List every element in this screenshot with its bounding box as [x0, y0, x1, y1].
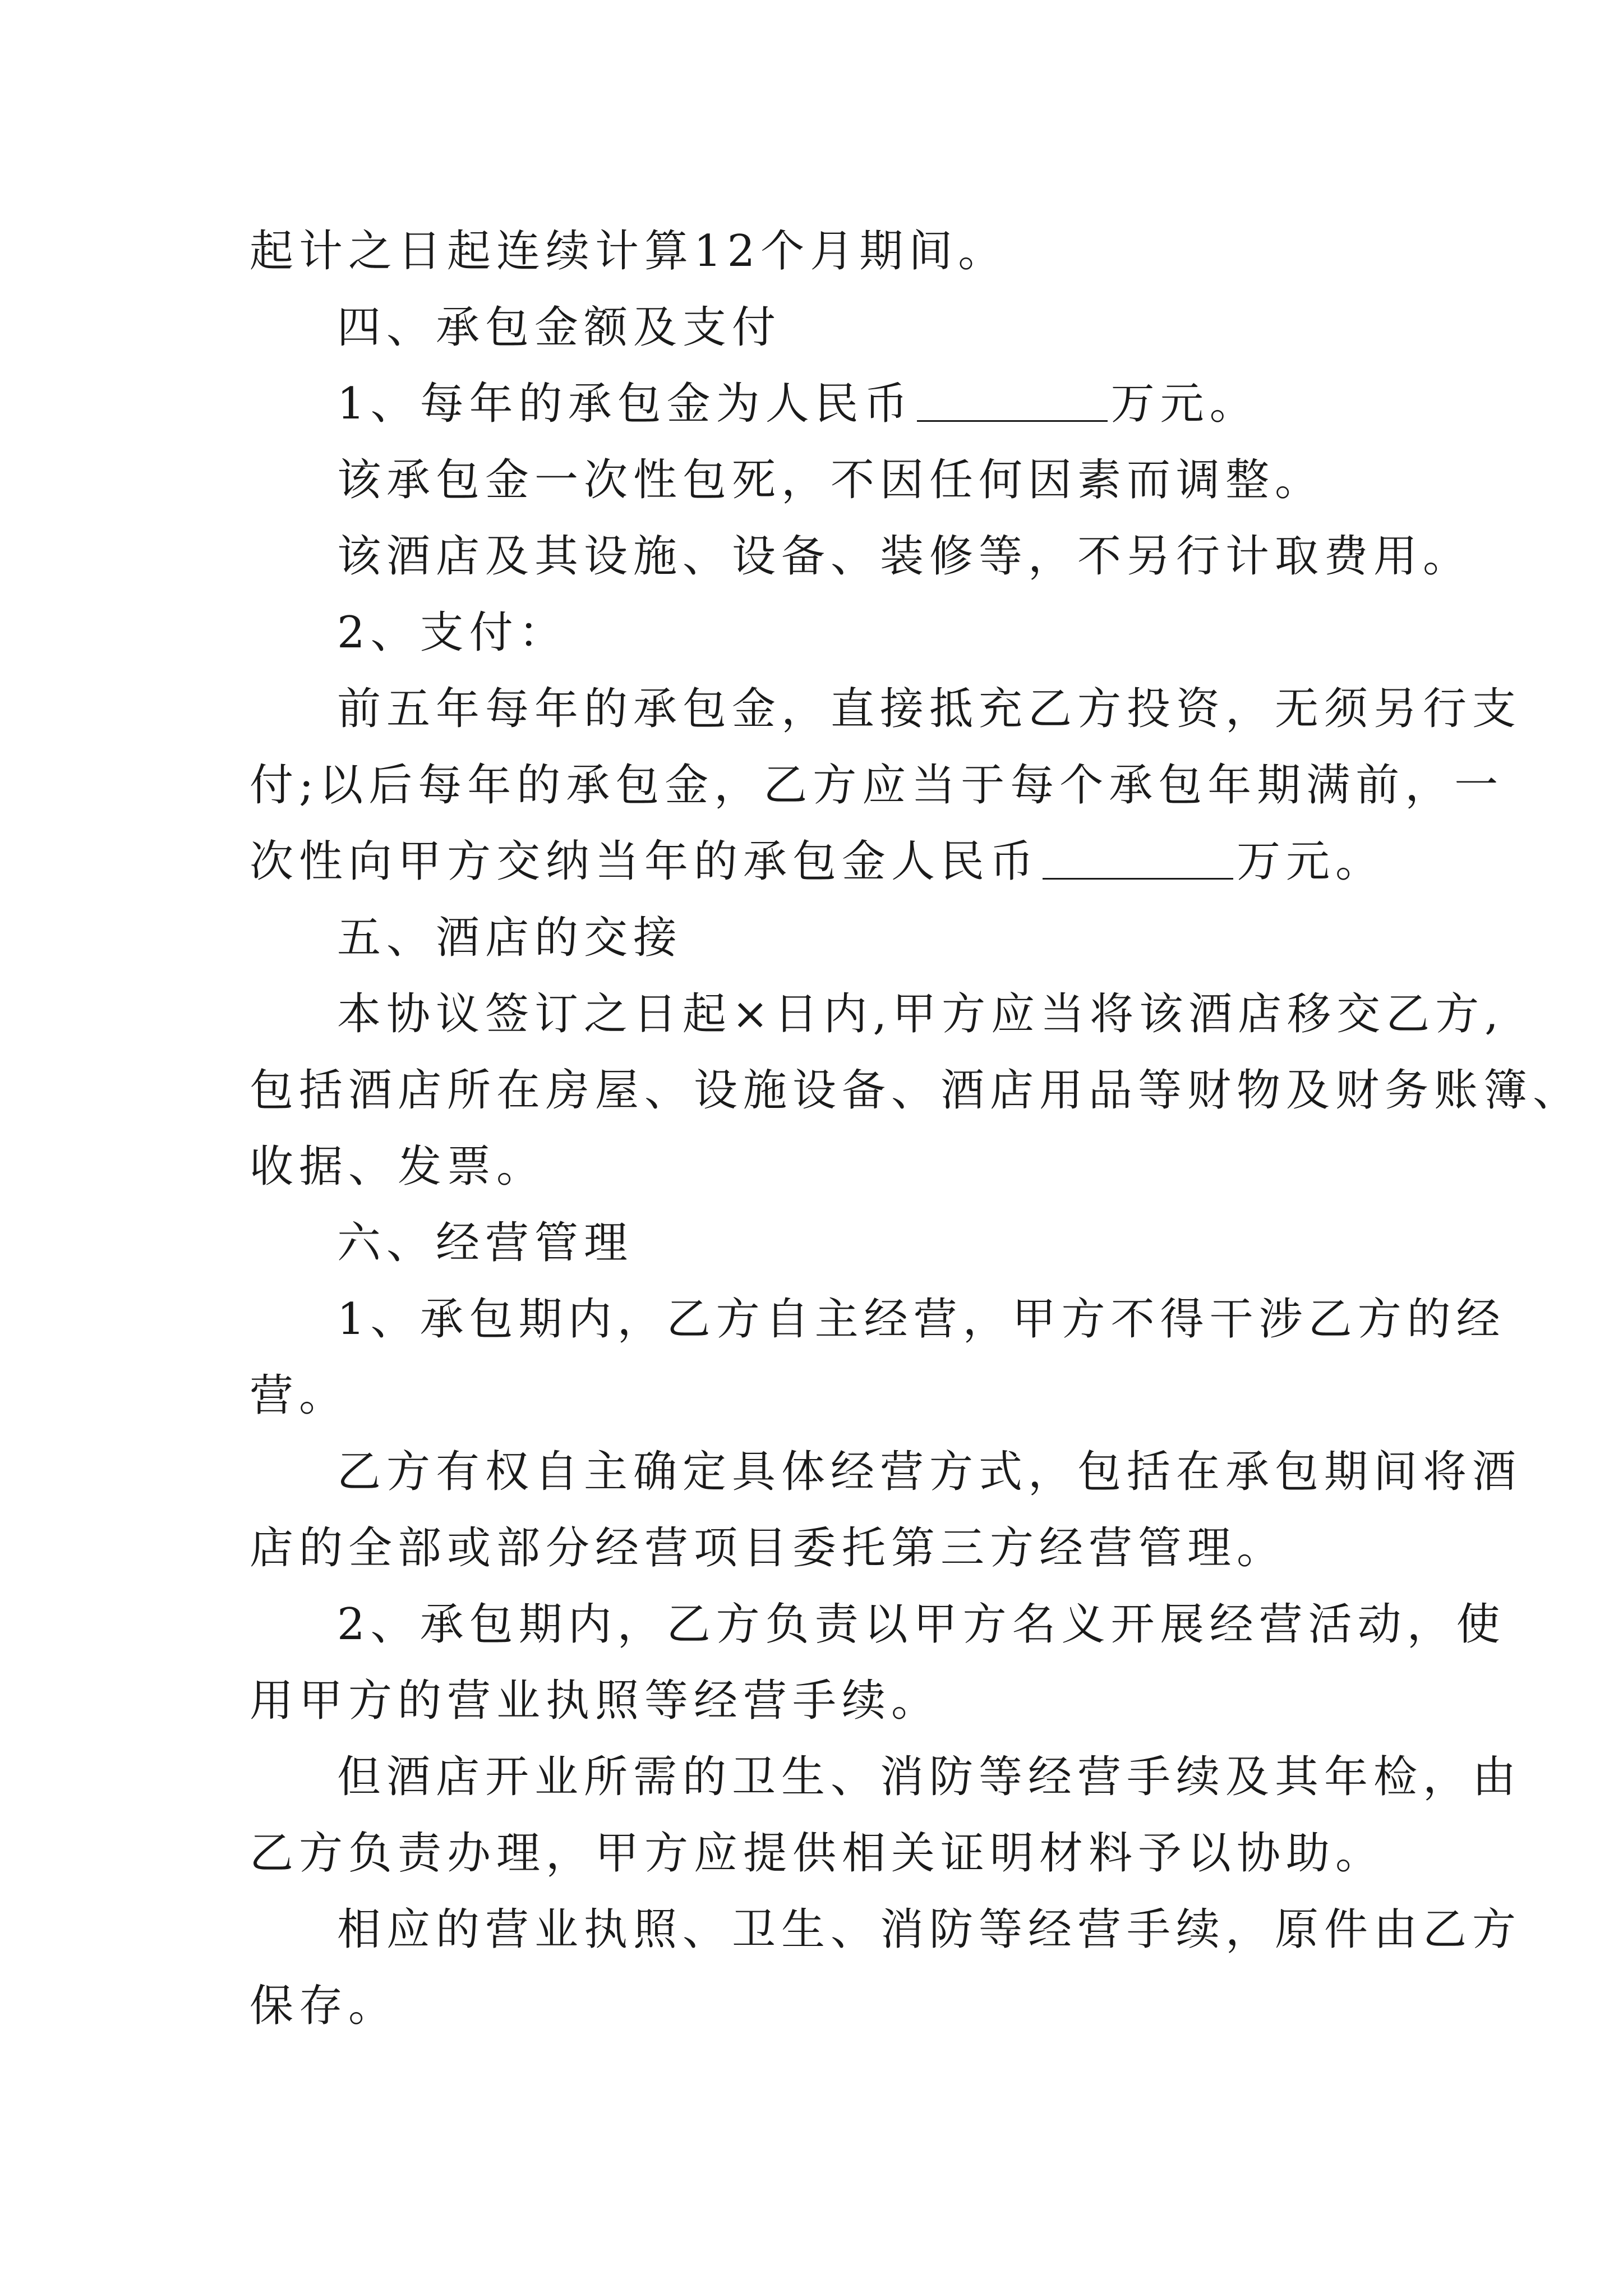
text-segment: 1、每年的承包金为人民币 — [337, 379, 914, 429]
section-heading-four: 四、承包金额及支付 — [337, 302, 782, 353]
paragraph-line: 本协议签订之日起×日内,甲方应当将该酒店移交乙方, — [337, 989, 1504, 1039]
paragraph-line: 乙方有权自主确定具体经营方式，包括在承包期间将酒 — [337, 1447, 1522, 1497]
paragraph-line: 包括酒店所在房屋、设施设备、酒店用品等财物及财务账簿、 — [250, 1065, 1583, 1116]
paragraph-line: 前五年每年的承包金，直接抵充乙方投资，无须另行支 — [337, 684, 1522, 734]
paragraph-line: 但酒店开业所需的卫生、消防等经营手续及其年检，由 — [337, 1752, 1522, 1802]
paragraph-line: 1、承包期内，乙方自主经营，甲方不得干涉乙方的经 — [337, 1294, 1506, 1345]
section-heading-five: 五、酒店的交接 — [337, 913, 683, 963]
section-heading-six: 六、经营管理 — [337, 1218, 634, 1268]
paragraph-line: 起计之日起连续计算12个月期间。 — [250, 226, 1008, 277]
paragraph-line: 该酒店及其设施、设备、装修等，不另行计取费用。 — [337, 531, 1473, 582]
paragraph-line: 付;以后每年的承包金，乙方应当于每个承包年期满前，一 — [250, 760, 1504, 811]
paragraph-line: 店的全部或部分经营项目委托第三方经营管理。 — [250, 1523, 1287, 1573]
paragraph-line: 相应的营业执照、卫生、消防等经营手续，原件由乙方 — [337, 1904, 1522, 1955]
paragraph-line: 保存。 — [250, 1981, 398, 2031]
fill-in-blank — [1043, 834, 1233, 880]
paragraph-line: 2、支付： — [337, 608, 568, 658]
paragraph-line: 该承包金一次性包死，不因任何因素而调整。 — [337, 455, 1325, 505]
text-segment: 次性向甲方交纳当年的承包金人民币 — [250, 836, 1040, 887]
paragraph-line — [250, 823, 1394, 900]
paragraph-line: 乙方负责办理，甲方应提供相关证明材料予以协助。 — [250, 1828, 1385, 1879]
text-segment: 万元。 — [1110, 379, 1259, 429]
paragraph-line — [250, 366, 1394, 442]
paragraph-line: 2、承包期内，乙方负责以甲方名义开展经营活动，使 — [337, 1599, 1506, 1650]
fill-in-blank — [917, 376, 1108, 422]
paragraph-line: 用甲方的营业执照等经营手续。 — [250, 1676, 941, 1726]
document-page — [250, 213, 1583, 2044]
paragraph-line: 营。 — [250, 1370, 349, 1421]
paragraph-line: 收据、发票。 — [250, 1142, 546, 1192]
text-segment: 万元。 — [1237, 836, 1385, 887]
